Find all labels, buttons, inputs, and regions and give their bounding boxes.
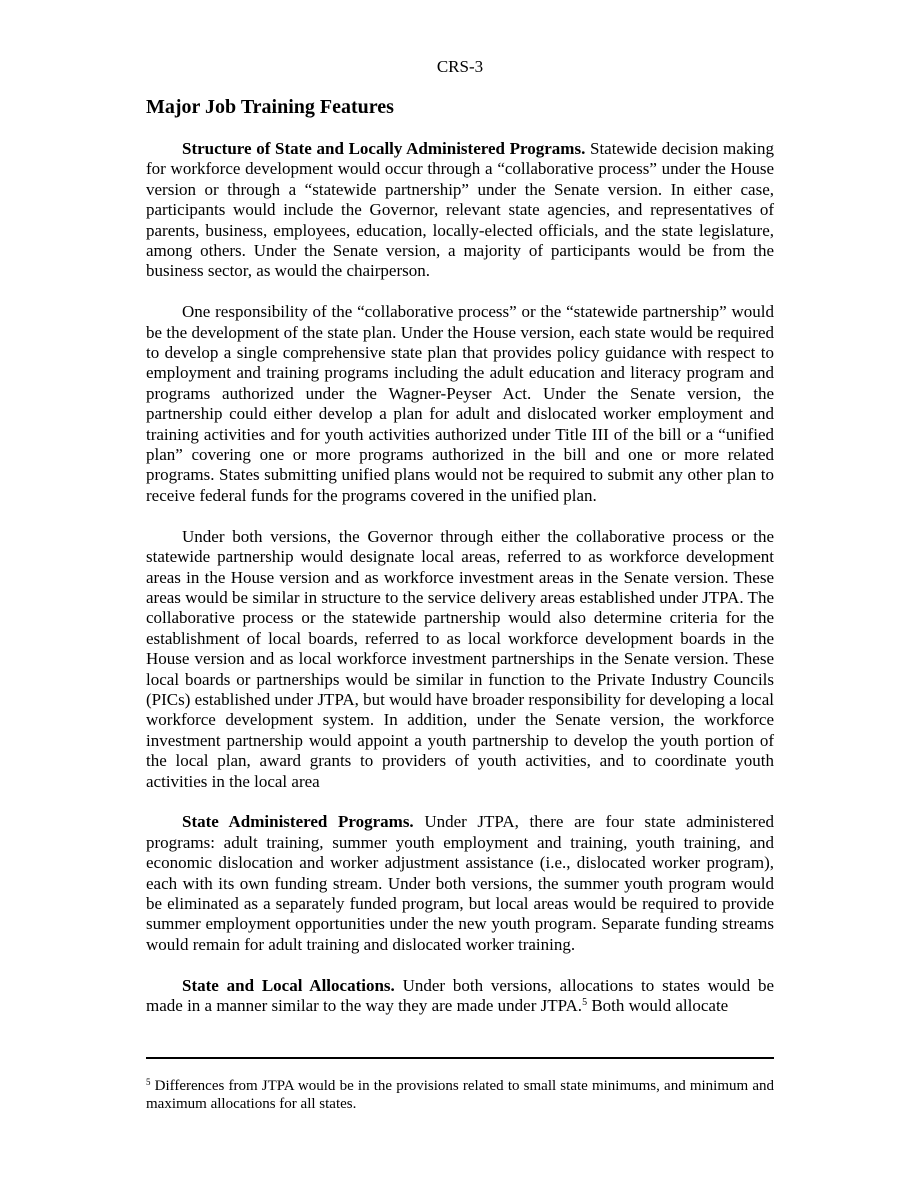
run-in-heading: State and Local Allocations. bbox=[182, 975, 395, 995]
run-in-heading: Structure of State and Locally Administered Programs. bbox=[182, 139, 586, 158]
paragraph-text: Under both versions, allocations to states would be made in a manner similar to the way they are made under JTPA. bbox=[146, 975, 774, 1015]
section-title: Major Job Training Features bbox=[146, 96, 394, 118]
page-number: CRS-3 bbox=[436, 57, 484, 76]
paragraph-allocations bbox=[146, 976, 774, 1017]
footnote-divider bbox=[146, 1057, 774, 1059]
paragraph-structure bbox=[146, 139, 774, 282]
paragraph-local-areas bbox=[146, 527, 774, 792]
footnote-text: Differences from JTPA would be in the provisions related to small state minimums, and minimum and maximum allocations for all states. bbox=[146, 1078, 774, 1112]
paragraph-text: One responsibility of the “collaborative process” or the “statewide partnership” would be the development of the state plan. Under the House version, each state would be required to develop a single comprehensive state plan that provides policy guidance with respect to employment and training programs including the adult education and literacy program and programs authorized under the Wagner-Peyser Act. Under the Senate version, the partnership could either develop a plan for adult and dislocated worker employment and training activities and for youth activities authorized under Title III of the bill or a “unified plan” covering one or more programs authorized in the bill and one or more related programs. States submitting unified plans would not be required to submit any other plan to receive federal funds for the programs covered in the unified plan. bbox=[146, 302, 774, 505]
footnote-marker: 5 bbox=[146, 1077, 151, 1087]
footnote-reference[interactable]: 5 bbox=[582, 997, 588, 1008]
run-in-heading: State Administered Programs. bbox=[182, 812, 414, 832]
paragraph-text-continued: Both would allocate bbox=[587, 996, 729, 1015]
paragraph-state-programs bbox=[146, 812, 774, 955]
paragraph-text: Under JTPA, there are four state administered programs: adult training, summer youth employment and training, youth training, and economic dislocation and worker adjustment assistance (i.e., dislocated worker program), each with its own funding stream. Under both versions, the summer youth program would be eliminated as a separately funded program, but local areas would be required to provide summer employment opportunities under the new youth program. Separate funding streams would remain for adult training and dislocated worker training. bbox=[146, 812, 774, 954]
paragraph-text: Statewide decision making for workforce development would occur through a “collaborative process” under the House version or through a “statewide partnership” under the Senate version. In either case, participants would include the Governor, relevant state agencies, and representatives of parents, business, employees, education, locally-elected officials, and the state legislature, among others. Under the Senate version, a majority of participants would be from the business sector, as would the chairperson. bbox=[146, 139, 774, 281]
footnote bbox=[146, 1077, 774, 1113]
paragraph-text: Under both versions, the Governor through either the collaborative process or the statewide partnership would designate local areas, referred to as workforce development areas in the House version and as workforce investment areas in the Senate version. These areas would be similar in structure to the service delivery areas established under JTPA. The collaborative process or the statewide partnership would also determine criteria for the establishment of local boards, referred to as local workforce development boards in the House version and as local workforce investment partnerships in the Senate version. These local boards or partnerships would be similar in function to the Private Industry Councils (PICs) established under JTPA, but would have broader responsibility for developing a local workforce development system. In addition, under the Senate version, the workforce investment partnership would appoint a youth partnership to develop the youth portion of the local plan, award grants to providers of youth activities, and to coordinate youth activities in the local area bbox=[146, 526, 774, 791]
paragraph-state-plan bbox=[146, 302, 774, 506]
body-text bbox=[146, 139, 774, 1016]
